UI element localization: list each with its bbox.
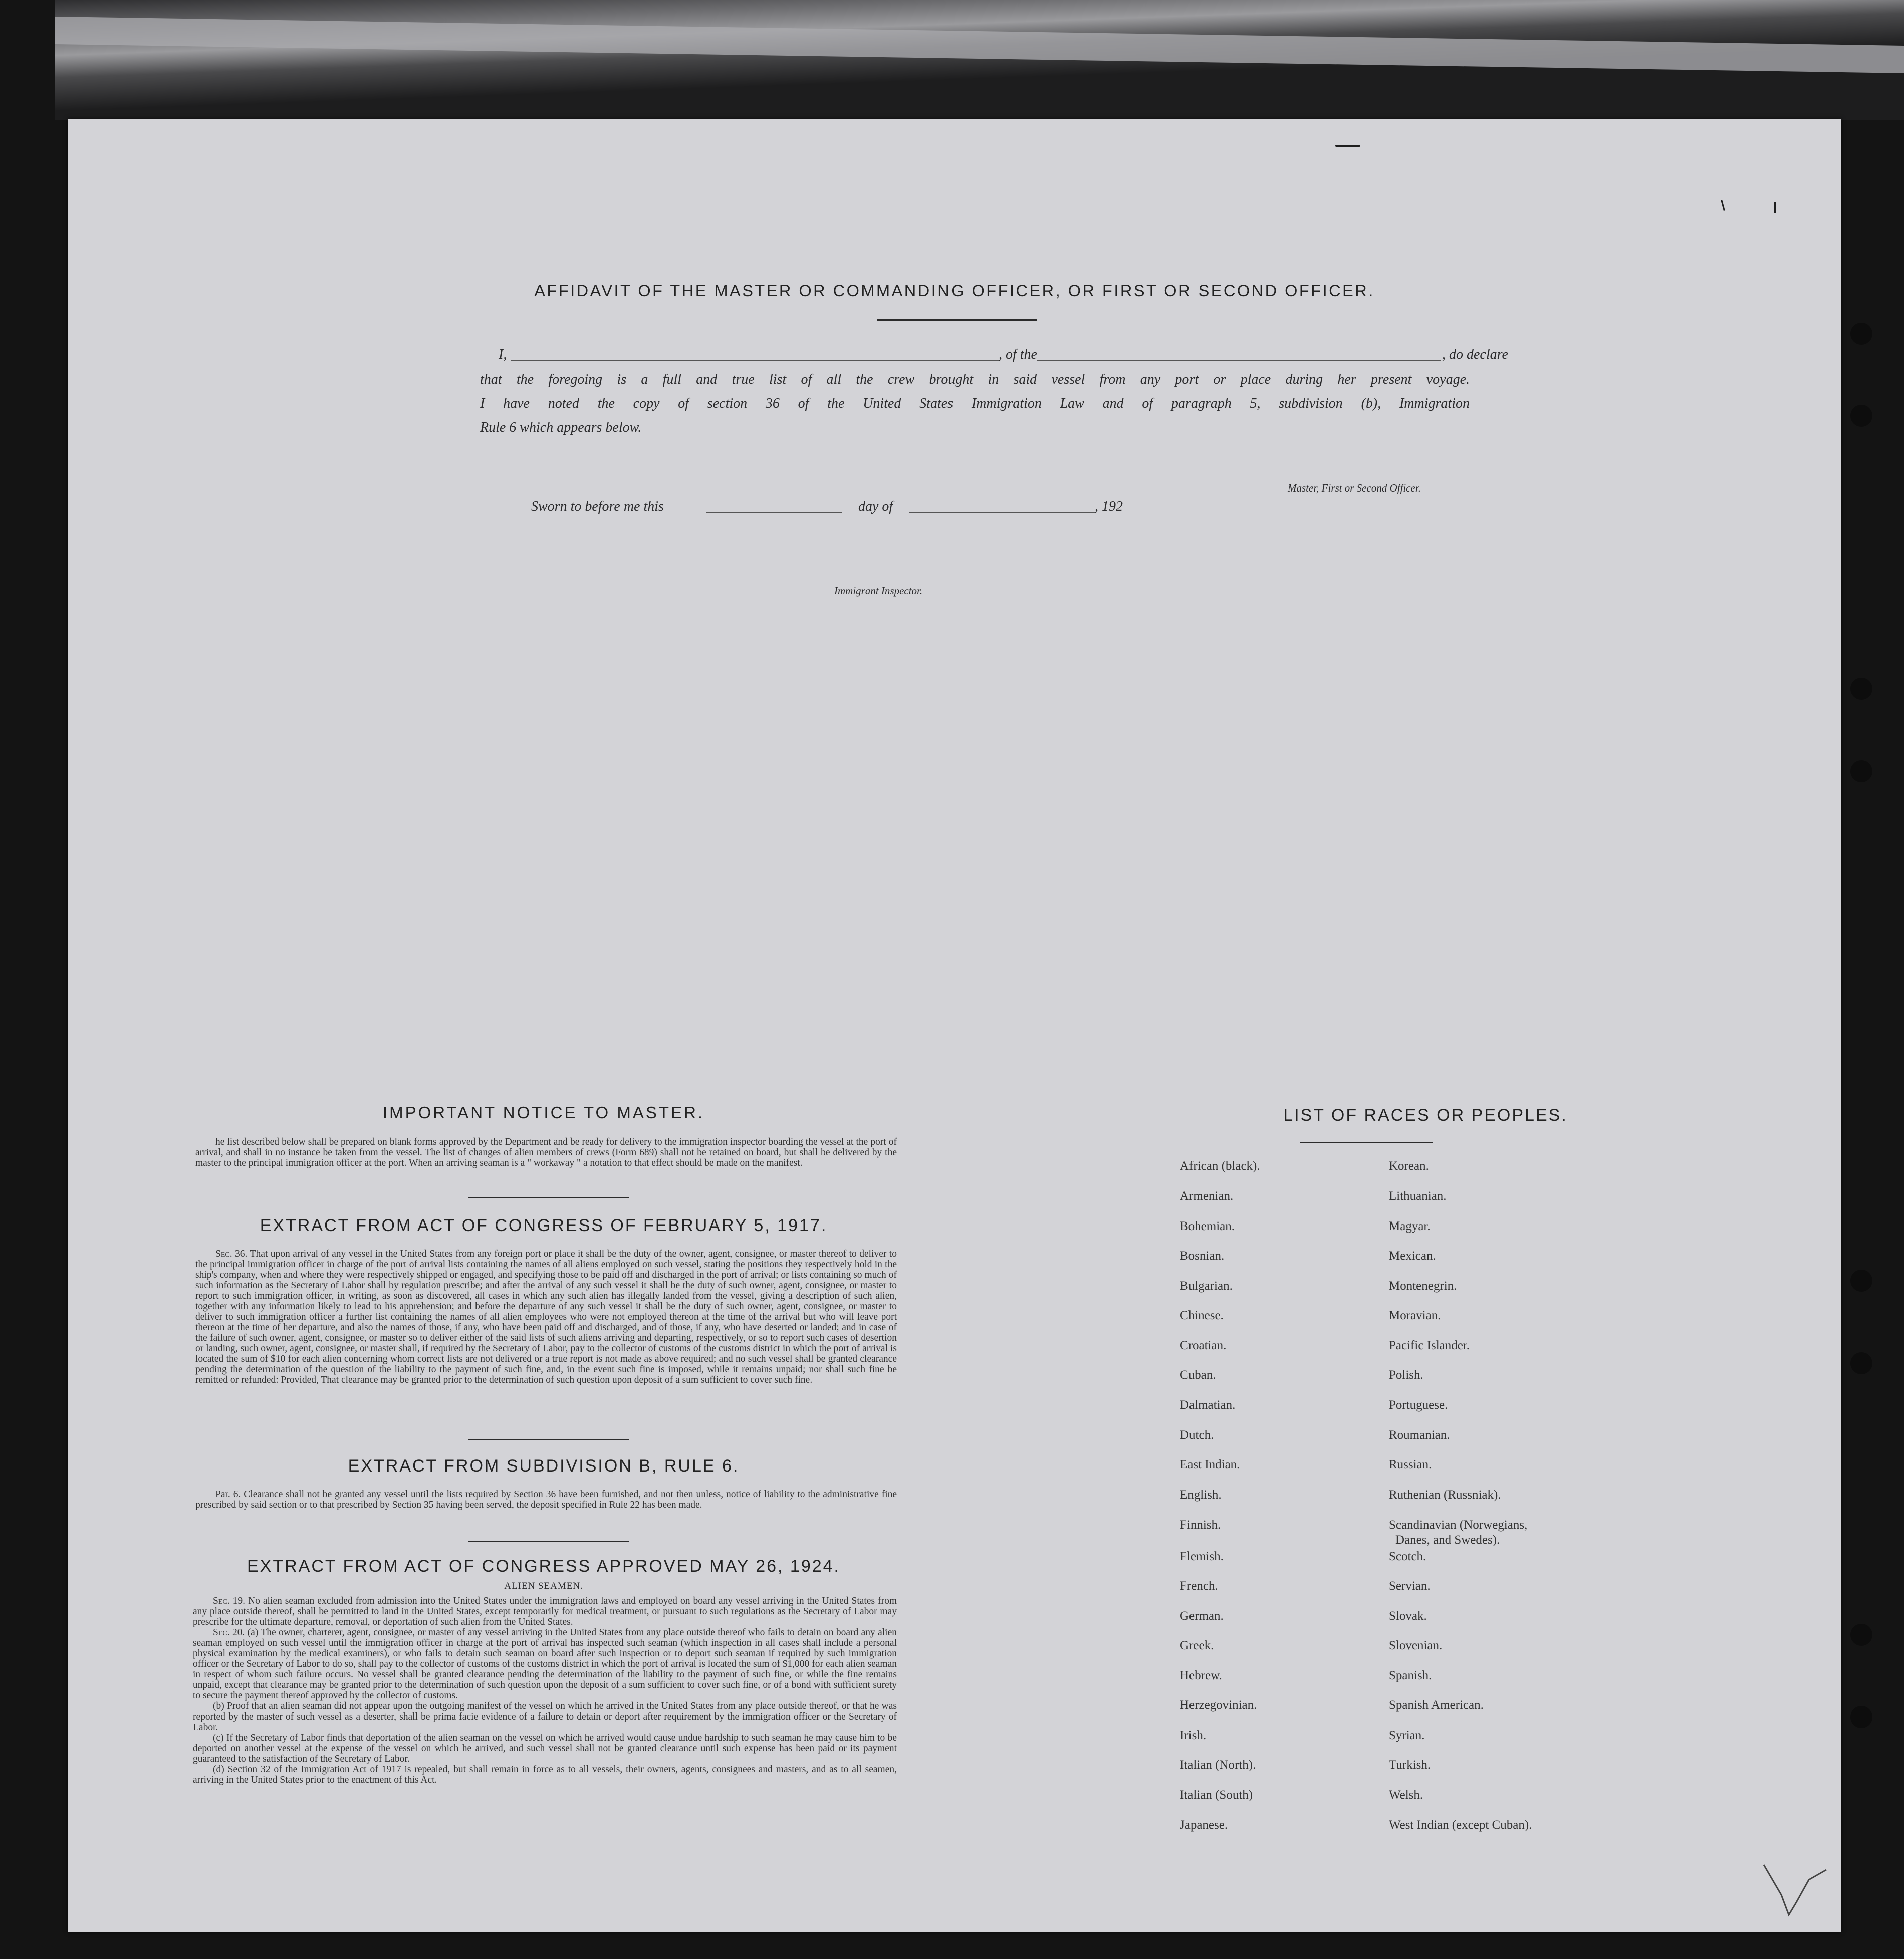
race-left-item: Italian (South) <box>1180 1788 1253 1802</box>
extract2-text <box>195 1489 897 1510</box>
race-left-item: Chinese. <box>1180 1309 1224 1322</box>
inspector-label: Immigrant Inspector. <box>834 585 923 597</box>
race-right-item: Scandinavian (Norwegians, <box>1389 1518 1528 1532</box>
signature-label: Master, First or Second Officer. <box>1288 482 1421 494</box>
notice-paragraph: he list described below shall be prepared on blank forms approved by the Department and be ready for delivery to the immigration inspector boarding the vessel at the port of arrival, and shall in no instance be taken from the vessel. The list of changes of alien members of crews (Form 689) shall not be retained on board, but shall be delivered by the master to the principal immigration officer at the port. When an arriving seaman is a " workaway " a notation to that effect should be made on the manifest. <box>195 1137 897 1168</box>
race-right-item: Lithuanian. <box>1389 1189 1447 1203</box>
extract1-body: That upon arrival of any vessel in the United States from any foreign port or place it shall be the duty of the owner, agent, consignee, or master thereof to deliver to the principal immigration officer in charge of the port of arrival lists containing the names of all aliens employed on such vessel, stating the positions they respectively hold in the ship's company, when and where they were respectively shipped or engaged, and specifying those to be paid off and discharged in the port of arrival; or lists containing so much of such information as the Secretary of Labor shall by regulation prescribe; and after the arrival of any such vessel it shall be the duty of such owner, agent, consignee, or master to report to such immigration officer, in writing, as soon as discovered, all cases in which any such alien has illegally landed from the vessel, giving a description of such alien, together with any information likely to lead to his apprehension; and before the departure of any such vessel it shall be the duty of such owner, agent, consignee, or master to deliver to such immigration officer a further list containing the names of all alien employees who were not employed thereon at the time of the arrival but who will leave port thereon at the time of her departure, and also the names of those, if any, who have been paid off and discharged, and of those, if any, who have deserted or landed; and in case of the failure of such owner, agent, consignee, or master so to deliver either of the said lists of such aliens arriving and departing, respectively, or so to report such cases of desertion or landing, such owner, agent, consignee, or master shall, if required by the Secretary of Labor, pay to the collector of customs of the customs district in which the port of arrival is located the sum of $10 for each alien concerning whom correct lists are not delivered or a true report is not made as above required; and no such vessel shall be granted clearance pending the determination of the question of the liability to the payment of such fine, and, in the event such fine is imposed, while it remains unpaid; nor shall such fine be remitted or refunded: Provided, That clearance may be granted prior to the determination of such question upon deposit of a sum sufficient to cover such fine. <box>195 1249 897 1385</box>
binder-hole <box>1850 405 1872 427</box>
race-left-item: Finnish. <box>1180 1518 1221 1532</box>
race-right-continuation: Danes, and Swedes). <box>1395 1533 1500 1547</box>
sworn-start: Sworn to before me this <box>531 499 664 514</box>
race-left-item: Irish. <box>1180 1729 1207 1742</box>
sec19-paragraph <box>193 1596 897 1627</box>
race-right-item: Portuguese. <box>1389 1398 1448 1412</box>
race-right-item: Mexican. <box>1389 1249 1436 1263</box>
race-left-item: Dalmatian. <box>1180 1398 1236 1412</box>
race-left-item: East Indian. <box>1180 1458 1240 1472</box>
sec20-label: Sec. 20. <box>213 1627 245 1638</box>
name-blank <box>511 360 1000 361</box>
sec20c-paragraph: (c) If the Secretary of Labor finds that deportation of the alien seaman on the vessel on which he arrived would cause undue hardship to such seaman he may cause him to be deported on another vessel at the expense of the vessel on which he arrived, and such vessel shall not be granted clearance until such expense has been paid or its payment guaranteed to the satisfaction of the Secretary of Labor. <box>193 1733 897 1764</box>
affidavit-line1-end: , do declare <box>1442 347 1508 362</box>
race-left-item: Hebrew. <box>1180 1669 1222 1682</box>
race-right-item: Korean. <box>1389 1159 1429 1173</box>
race-right-item: Slovak. <box>1389 1609 1427 1623</box>
binder-hole <box>1850 1624 1872 1646</box>
race-left-item: Armenian. <box>1180 1189 1234 1203</box>
race-right-item: Roumanian. <box>1389 1428 1450 1442</box>
race-left-item: African (black). <box>1180 1159 1260 1173</box>
extract2-rule <box>468 1541 629 1542</box>
binder-hole <box>1850 1706 1872 1728</box>
extract2-par: Par. 6. <box>215 1489 241 1500</box>
races-title: LIST OF RACES OR PEOPLES. <box>1283 1106 1568 1125</box>
notice-title: IMPORTANT NOTICE TO MASTER. <box>382 1103 705 1122</box>
race-right-item: Russian. <box>1389 1458 1432 1472</box>
race-right-item: Ruthenian (Russniak). <box>1389 1488 1501 1502</box>
race-right-item: Polish. <box>1389 1368 1423 1382</box>
race-left-item: French. <box>1180 1579 1218 1593</box>
race-left-item: Greek. <box>1180 1639 1214 1652</box>
race-left-item: Dutch. <box>1180 1428 1214 1442</box>
race-right-item: Servian. <box>1389 1579 1431 1593</box>
race-right-item: Pacific Islander. <box>1389 1339 1470 1352</box>
extract1-title: EXTRACT FROM ACT OF CONGRESS OF FEBRUARY 5, 1917. <box>260 1216 828 1235</box>
affidavit-line1-start: I, <box>499 347 507 362</box>
race-right-item: Syrian. <box>1389 1729 1425 1742</box>
pen-mark <box>1774 202 1776 213</box>
race-left-item: Italian (North). <box>1180 1758 1256 1772</box>
race-right-item: Slovenian. <box>1389 1639 1443 1652</box>
check-mark <box>1761 1860 1831 1920</box>
pen-mark <box>1721 200 1725 211</box>
race-right-item: Welsh. <box>1389 1788 1423 1802</box>
race-left-item: Flemish. <box>1180 1550 1224 1563</box>
extract2-paragraph <box>195 1489 897 1510</box>
race-left-item: Cuban. <box>1180 1368 1216 1382</box>
race-right-item: Turkish. <box>1389 1758 1431 1772</box>
extract1-rule <box>468 1439 629 1440</box>
race-left-item: English. <box>1180 1488 1222 1502</box>
race-right-item: Moravian. <box>1389 1309 1441 1322</box>
race-left-item: Croatian. <box>1180 1339 1227 1352</box>
binder-hole <box>1850 678 1872 700</box>
race-left-item: Bosnian. <box>1180 1249 1225 1263</box>
race-left-item: Japanese. <box>1180 1818 1228 1832</box>
affidavit-line1-mid: , of the <box>999 347 1037 362</box>
extract1-paragraph <box>195 1249 897 1385</box>
sworn-day-blank <box>706 512 842 513</box>
extract3-text <box>193 1596 897 1785</box>
binder-hole <box>1850 1270 1872 1292</box>
sec20a-body: (a) The owner, charterer, agent, consignee, or master of any vessel arriving in the United States from any place outside thereof who fails to detain on board any alien seaman employed on such vessel until the immigration officer in charge at the port of arrival has inspected such seaman (which inspection in all cases shall include a personal physical examination by the medical examiners), or who fails to detain such seaman on board after such inspection or to deport such seaman if required by such immigration officer or the Secretary of Labor to do so, shall pay to the collector of customs of the customs district in which the port of arrival is located the sum of $1,000 for each alien seaman in respect of whom such failure occurs. No vessel shall be granted clearance pending the determination of the liability to the payment of such fine, or while the fine remains unpaid, except that clearance may be granted prior to the determination of such question upon the deposit of a sum sufficient to cover such fine, or of a bond with sufficient surety to secure the payment thereof approved by the collector of customs. <box>193 1627 897 1701</box>
sec20a-paragraph <box>193 1627 897 1701</box>
race-right-item: West Indian (except Cuban). <box>1389 1818 1532 1832</box>
binder-hole <box>1850 760 1872 782</box>
sworn-end: , 192 <box>1095 499 1123 514</box>
extract3-title: EXTRACT FROM ACT OF CONGRESS APPROVED MAY 26, 1924. <box>247 1557 840 1576</box>
binder-hole <box>1850 1352 1872 1374</box>
race-left-item: Bulgarian. <box>1180 1279 1233 1293</box>
race-left-item: Bohemian. <box>1180 1219 1235 1233</box>
affidavit-title-rule <box>877 319 1037 321</box>
race-left-item: Herzegovinian. <box>1180 1698 1257 1712</box>
sworn-month-blank <box>909 512 1095 513</box>
notice-rule <box>468 1197 629 1198</box>
extract2-title: EXTRACT FROM SUBDIVISION B, RULE 6. <box>348 1456 740 1476</box>
sworn-mid: day of <box>858 499 893 514</box>
document-page <box>68 119 1841 1932</box>
extract1-sec: Sec. 36. <box>215 1249 248 1259</box>
race-right-item: Magyar. <box>1389 1219 1431 1233</box>
affidavit-line3: I have noted the copy of section 36 of the United States Immigration Law and of paragraph 5, subdivision (b), Immigration <box>480 396 1470 411</box>
vessel-blank <box>1037 360 1441 361</box>
race-left-item: German. <box>1180 1609 1224 1623</box>
affidavit-line4: Rule 6 which appears below. <box>480 420 642 435</box>
sec20b-paragraph: (b) Proof that an alien seaman did not appear upon the outgoing manifest of the vessel on which he arrived in the United States from any place outside thereof, or that he was reported by the master of such vessel as a deserter, shall be prima facie evidence of a failure to detain or deport after requirement by the immigration officer or the Secretary of Labor. <box>193 1701 897 1733</box>
race-right-item: Spanish American. <box>1389 1698 1484 1712</box>
affidavit-line2: that the foregoing is a full and true list of all the crew brought in said vessel from any port or place during her present voyage. <box>480 372 1470 387</box>
extract2-body: Clearance shall not be granted any vessel until the lists required by Section 36 have been furnished, and not then unless, notice of liability to the administrative fine prescribed by said section or to that prescribed by Section 35 having been served, the deposit specified in Rule 22 has been made. <box>195 1489 897 1510</box>
sec19-label: Sec. 19. <box>213 1596 245 1606</box>
binder-hole <box>1850 323 1872 345</box>
sec19-body: No alien seaman excluded from admission into the United States under the immigration laws and employed on board any vessel arriving in the United States from any place outside thereof, shall be permitted to land in the United States, except temporarily for medical treatment, or pursuant to such regulations as the Secretary of Labor may prescribe for the ultimate departure, removal, or deportation of such alien from the United States. <box>193 1596 897 1627</box>
affidavit-title: AFFIDAVIT OF THE MASTER OR COMMANDING OFFICER, OR FIRST OR SECOND OFFICER. <box>534 282 1375 300</box>
pen-mark <box>1335 145 1360 147</box>
race-right-item: Montenegrin. <box>1389 1279 1457 1293</box>
race-right-item: Scotch. <box>1389 1550 1426 1563</box>
sec20d-paragraph: (d) Section 32 of the Immigration Act of 1917 is repealed, but shall remain in force as to all vessels, their owners, agents, consignees and masters, and as to all seamen, arriving in the United States prior to the enactment of this Act. <box>193 1764 897 1785</box>
races-title-rule <box>1300 1142 1433 1143</box>
notice-text <box>195 1137 897 1168</box>
extract1-text <box>195 1249 897 1385</box>
extract3-subtitle: ALIEN SEAMEN. <box>504 1581 583 1591</box>
race-right-item: Spanish. <box>1389 1669 1432 1682</box>
